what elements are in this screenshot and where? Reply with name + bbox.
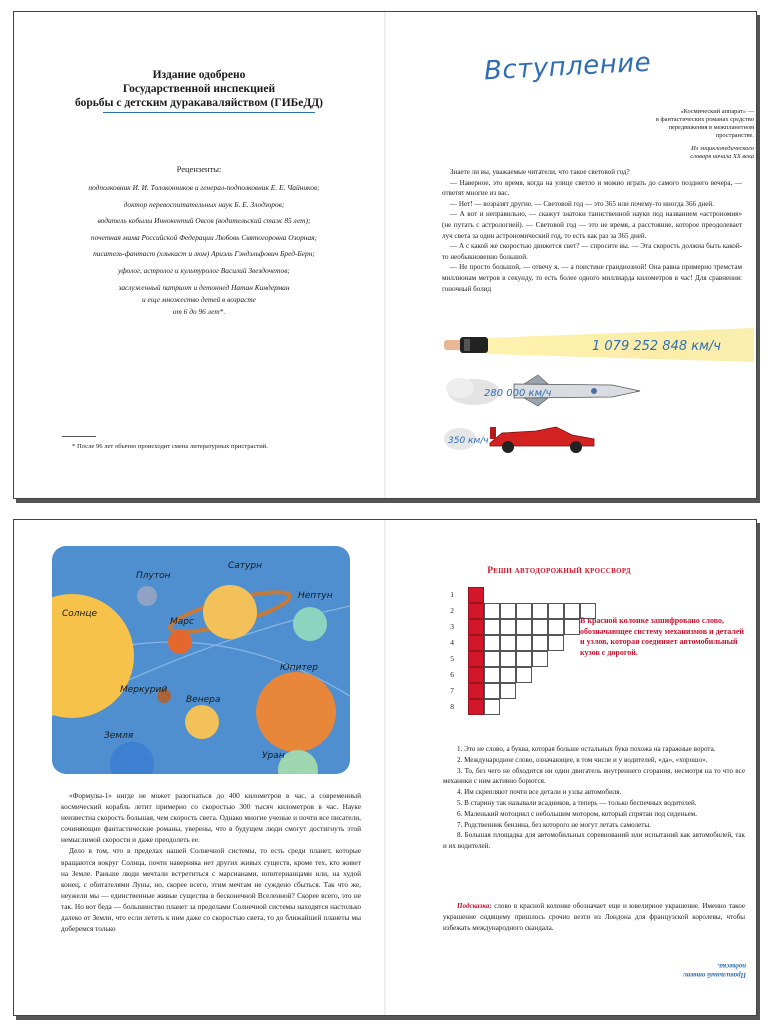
paragraph: «Формулы-1» нигде не может разогнаться до 400 километров в час, а современный космический корабль летит примерно со скоростью 300 тысяч километров в час. Науке неизвестна скорость большая, чем скорость света. Однако многие ученые и почти все писатели, сочиняющие фантастические романы, уверены, что в будущем люди смогут достигнуть этой немыслимой скорости и даже преодолеть ее. <box>61 791 361 845</box>
crossword-cell[interactable] <box>484 683 500 699</box>
light-speed-label: 1 079 252 848 км/ч <box>592 339 721 354</box>
reviewer-item: водитель кобылы Иннокентий Овсов (водительский стаж 85 лет); <box>97 216 311 226</box>
crossword-cell[interactable] <box>548 635 564 651</box>
hint-text: слово в красной колонке обозначает еще и ювелирное украшение. Именно такое украшение сидящему пришлось срочно везти из Лондона для французской королевы, чтобы избежать международного скандала. <box>443 902 745 932</box>
crossword-cell[interactable] <box>500 603 516 619</box>
divider-rule <box>103 112 315 113</box>
crossword-cell[interactable] <box>484 603 500 619</box>
crossword-key-cell[interactable] <box>468 603 484 619</box>
intro-title: Вступление <box>483 47 652 87</box>
crossword-cell[interactable] <box>532 603 548 619</box>
spread-bottom <box>13 519 757 1016</box>
crossword-cell[interactable] <box>516 651 532 667</box>
crossword-cell[interactable] <box>548 619 564 635</box>
car-speed-label: 350 км/ч <box>448 436 489 446</box>
reviewer-item: доктор перевоспитательных наук Б. Е. Злодзоров; <box>123 199 285 209</box>
planet-label-earth: Земля <box>104 731 134 741</box>
footnote-rule <box>62 436 96 437</box>
clue-item: 7. Родственник бензина, без которого не могут летать самолеты. <box>457 820 651 829</box>
reviewers-heading: Рецензенты: <box>176 164 222 174</box>
approval-line: Издание одобрено <box>152 69 246 81</box>
paragraph: — А вот и неправильно, — скажут знатоки таинственной науки под названием «астрономия» (не путать с астрологией). — Световой год — это не время, а расстояние, которое преодолевает луч света за один астрономический год, то есть как раз за 365 дней. <box>442 210 742 240</box>
reviewer-item: уфолог, астролог и культуролог Василий Звездочетов; <box>118 265 290 275</box>
neptune-shape <box>293 607 327 641</box>
approval-line: Государственной инспекцией <box>122 83 276 95</box>
crossword-title: Реши автодорожный кроссворд <box>487 566 631 576</box>
crossword-cell[interactable] <box>484 651 500 667</box>
saturn-shape <box>203 585 257 639</box>
crossword-hint2 <box>443 901 745 933</box>
epigraph-source <box>594 145 754 161</box>
crossword-cell[interactable] <box>500 651 516 667</box>
crossword-key-cell[interactable] <box>468 699 484 715</box>
paragraph: Знаете ли вы, уважаемые читатели, что такое световой год? <box>450 168 630 176</box>
crossword-row-number: 1 <box>450 590 454 599</box>
clue-item: 3. То, без чего не обходится ни один двигатель внутреннего сгорания, несмотря на то что все механики с ним активно борются. <box>443 766 745 786</box>
rocket-illustration <box>444 372 644 408</box>
epigraph-line: «Космический аппарат» — <box>680 108 754 115</box>
spine-fold <box>384 520 386 1015</box>
spine-fold <box>384 12 386 498</box>
crossword-key-cell[interactable] <box>468 651 484 667</box>
reviewer-item: писатель-фантаст (хлыкаст и люм) Ариэль Гэндэльфович Бред-Берн; <box>93 249 315 259</box>
clue-item: 5. В старину так называли всадников, а теперь — только беспечных водителей. <box>457 798 697 807</box>
epigraph-source-line: Из энциклопедического <box>691 145 754 152</box>
epigraph-line: передвижения в межпланетном <box>668 124 754 131</box>
intro-body <box>442 167 742 294</box>
crossword-cell[interactable] <box>548 603 564 619</box>
crossword-hint: В красной колонке зашифровано слово, обозначающее систему механизмов и деталей и узлов, которая соединяет автомобильный кузов с дорогой. <box>580 616 744 657</box>
crossword-key-cell[interactable] <box>468 635 484 651</box>
kids-note <box>14 294 384 318</box>
crossword-cell[interactable] <box>516 619 532 635</box>
epigraph-line: в фантастических романах средство <box>655 116 754 123</box>
crossword-row-number: 5 <box>450 654 454 663</box>
epigraph-source-line: словаря начала XX века <box>690 153 754 160</box>
planet-label-mercury: Меркурий <box>120 685 168 695</box>
mars-shape <box>168 630 192 654</box>
venus-shape <box>185 705 219 739</box>
crossword-cell[interactable] <box>500 619 516 635</box>
crossword-cell[interactable] <box>516 603 532 619</box>
crossword-key-cell[interactable] <box>468 587 484 603</box>
reviewer-item: почетная мама Российской Федерации Любовь Святогоровна Озорная; <box>90 232 318 242</box>
planet-label-sun: Солнце <box>62 609 98 619</box>
solar-system-illustration <box>52 546 350 774</box>
kids-line: и еще множество детей в возрасте <box>142 295 256 304</box>
crossword-cell[interactable] <box>500 667 516 683</box>
crossword-cell[interactable] <box>484 667 500 683</box>
racecar-illustration <box>444 419 604 455</box>
answer-line: подвеска. <box>717 962 746 970</box>
crossword-key-cell[interactable] <box>468 667 484 683</box>
kids-line: от 6 до 96 лет*. <box>172 307 226 316</box>
crossword-cell[interactable] <box>532 619 548 635</box>
crossword-row-number: 4 <box>450 638 454 647</box>
formula-body <box>61 790 361 934</box>
clue-item: 4. Им скрепляют почти все детали и узлы автомобиля. <box>457 788 622 797</box>
hint-label: Подсказка: <box>457 902 492 910</box>
reviewer-item: подполковник И. И. Толоконников и генерал-подполковник Е. Е. Чайников; <box>88 183 320 192</box>
planet-label-jupiter: Юпитер <box>280 663 318 673</box>
pluto-shape <box>137 586 157 606</box>
crossword-cell[interactable] <box>484 699 500 715</box>
reviewers-list <box>54 180 354 296</box>
epigraph-line: пространстве. <box>715 132 754 139</box>
crossword-row-number: 3 <box>450 622 454 631</box>
crossword-cell[interactable] <box>484 635 500 651</box>
crossword-cell[interactable] <box>516 635 532 651</box>
planet-label-mars: Марс <box>170 617 194 627</box>
crossword-row-number: 6 <box>450 670 454 679</box>
crossword-cell[interactable] <box>516 667 532 683</box>
crossword-cell[interactable] <box>532 635 548 651</box>
paragraph: — А с какой же скоростью движется свет? — спросите вы. — Эта скорость должна быть какой-то необыкновенно большой. <box>442 242 742 261</box>
answer-line: Правильный ответ: <box>682 971 746 979</box>
crossword-row-number: 2 <box>450 606 454 615</box>
paragraph: — Не просто большой, — отвечу я, — а поистине грандиозной! Она равна примерно тремстам миллионам метров в секунду, то есть более одного миллиарда километров в час! Для сравнения: гоночный болид <box>442 263 742 293</box>
clue-item: 6. Маленький мотоцикл с небольшим мотором, который спрятан под сиденьем. <box>457 809 698 818</box>
epigraph <box>594 108 754 161</box>
clue-item: 2. Международное слово, означающее, в том числе и у водителей, «да», «хорошо». <box>457 755 708 764</box>
rocket-speed-label: 280 000 км/ч <box>484 388 552 399</box>
crossword-cell[interactable] <box>500 635 516 651</box>
flashlight-illustration <box>444 328 754 362</box>
crossword-cell[interactable] <box>500 683 516 699</box>
planet-label-uranus: Уран <box>262 751 285 761</box>
planet-label-pluto: Плутон <box>136 571 171 581</box>
clue-item: 8. Большая площадка для автомобильных соревнований или испытаний как автомобилей, так и их водителей. <box>443 831 745 851</box>
crossword-clues <box>443 744 745 852</box>
reviewer-item: заслуженный патриот и детоннед Натан Киндерман <box>118 282 290 292</box>
paragraph: — Наверное, это время, когда на улице светло и можно играть до самого позднего вечера, — ответят многие из вас. <box>442 178 742 198</box>
crossword-cell[interactable] <box>532 651 548 667</box>
crossword-cell[interactable] <box>564 603 580 619</box>
crossword-row-number: 8 <box>450 702 454 711</box>
clue-item: 1. Это не слово, а буква, которая больше остальных букв похожа на гаражные ворота. <box>457 745 716 753</box>
jupiter-shape <box>256 672 336 752</box>
approval-block <box>14 68 384 110</box>
answer-upside-down <box>646 961 746 979</box>
planet-label-neptune: Нептун <box>298 591 333 601</box>
footnote: * После 96 лет обычно происходит смена литературных пристрастий. <box>72 443 268 450</box>
planet-label-venus: Венера <box>186 695 221 705</box>
crossword-row-number: 7 <box>450 686 454 695</box>
crossword-key-cell[interactable] <box>468 683 484 699</box>
paragraph: Дело в том, что в пределах нашей Солнечной системы, то есть среди планет, которые вращаются вокруг Солнца, почти наверняка нет других живых существ, кроме тех, кто живет на Земле. Раньше люди мечтали встретиться с марсианами, юпитерианцами или, на худой конец, с обитателями Луны, но, скорее всего, этим мечтам не суждено сбыться. Так что же, неужели мы — единственные живые существа в бесконечной Вселенной? Скорее всего, это не так. Но вот беда — большинство планет за пределами Солнечной системы находятся настолько далеко от Земли, что если лететь к ним даже со скоростью света, то до ближайшей планеты мы доберемся только <box>61 846 361 934</box>
planet-label-saturn: Сатурн <box>228 561 262 571</box>
crossword-cell[interactable] <box>484 619 500 635</box>
paragraph: — Нет! — возразят другие. — Световой год — это 365 или почему-то иногда 366 дней. <box>450 199 714 208</box>
crossword-cell[interactable] <box>564 619 580 635</box>
spread-top <box>13 11 757 499</box>
crossword-key-cell[interactable] <box>468 619 484 635</box>
approval-line: борьбы с детским дуракаваляйством (ГИБеДД) <box>74 97 324 109</box>
